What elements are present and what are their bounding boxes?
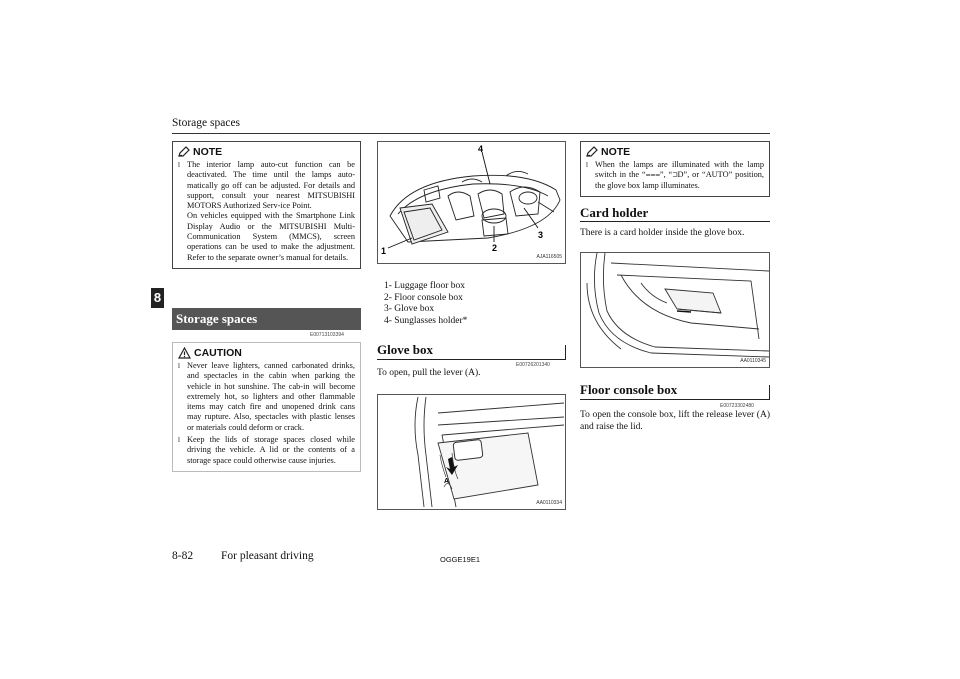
card-holder-text: There is a card holder inside the glove box. xyxy=(580,228,745,238)
note-text xyxy=(187,160,355,263)
card-holder-figure xyxy=(580,252,770,368)
note-box-left xyxy=(172,141,361,269)
note-box-right xyxy=(580,141,770,197)
note-text: When the lamps are illuminated with the lamp switch in the “⩶”, “⊐D”, or “AUTO” position, the glove box lamp illuminates. xyxy=(595,160,764,190)
header-rule xyxy=(172,133,770,134)
caution-label: CAUTION xyxy=(194,346,242,359)
footer-document-code: OGGE19E1 xyxy=(440,555,481,564)
card-holder-illustration xyxy=(581,253,769,367)
note-pencil-icon xyxy=(586,146,598,157)
callout-2: 2 xyxy=(492,243,498,253)
note-paragraph-2: On vehicles equipped with the Smartphone Link Display Audio or the MITSUBISHI Multi-Communication System (MMCS), screen operations can be used to make the adjustment. Refer to the separate owner’s manual for details. xyxy=(187,211,355,262)
figure-code: AA0110345 xyxy=(740,358,766,364)
footer-page-number: 8-82 xyxy=(172,550,194,562)
list-item: 3- Glove box xyxy=(384,304,435,314)
note-pencil-icon xyxy=(178,146,190,157)
callout-3: 3 xyxy=(538,230,544,240)
caution-text-1: Never leave lighters, canned carbonated drinks, and spectacles in the cabin when parking the vehicle in hot sunshine. The cab-in will become extremely hot, so lighters and other flammable items may catch fire and unopened drink cans may rupture. Also, spectacles with plastic lenses or materials could deform or crack. xyxy=(187,361,355,432)
storage-item-list xyxy=(384,281,467,327)
vehicle-interior-illustration xyxy=(378,142,565,263)
glove-box-heading: Glove box xyxy=(377,342,433,357)
callout-4: 4 xyxy=(478,144,484,154)
section-code: E00713103394 xyxy=(310,332,344,338)
vehicle-storage-figure xyxy=(377,141,566,264)
section-title-band: Storage spaces xyxy=(172,308,361,330)
list-item: 1- Luggage floor box xyxy=(384,281,465,291)
note-label: NOTE xyxy=(193,145,223,158)
figure-code: AA0110334 xyxy=(536,500,562,506)
heading-tick xyxy=(769,385,770,399)
caution-box xyxy=(172,342,361,472)
glove-box-figure xyxy=(377,394,566,510)
bullet-mark: l xyxy=(178,161,180,169)
note-label: NOTE xyxy=(601,145,631,158)
warning-triangle-icon xyxy=(178,347,191,359)
caution-bullet-2 xyxy=(178,435,355,466)
note-bullet xyxy=(178,160,355,263)
floor-console-code: E00723302480 xyxy=(720,403,754,409)
bullet-mark: l xyxy=(586,161,588,169)
heading-rule xyxy=(580,221,770,222)
callout-1: 1 xyxy=(381,246,387,256)
callout-a: A xyxy=(444,478,450,485)
heading-rule xyxy=(580,399,770,400)
footer-section-title: For pleasant driving xyxy=(221,550,314,562)
list-item: 4- Sunglasses holder* xyxy=(384,315,468,326)
bullet-mark: l xyxy=(178,362,180,370)
note-paragraph-1: The interior lamp auto-cut function can be deactivated. The time until the lamps auto-matically go off can be adjusted. For details and support, consult your nearest MITSUBISHI MOTORS Authorized Serv-ice Point. xyxy=(187,160,355,211)
note-bullet xyxy=(586,160,764,191)
floor-console-text: To open the console box, lift the release lever (A) and raise the lid. xyxy=(580,410,770,432)
floor-console-heading: Floor console box xyxy=(580,382,678,397)
bullet-mark: l xyxy=(178,436,180,445)
caution-header xyxy=(178,346,355,359)
caution-text-2: Keep the lids of storage spaces closed while driving the vehicle. A lid or the contents of a storage space could otherwise cause injuries. xyxy=(187,435,355,465)
glove-box-code: E00726201340 xyxy=(516,362,550,368)
heading-tick xyxy=(565,345,566,359)
glove-box-text: To open, pull the lever (A). xyxy=(377,368,481,378)
card-holder-heading: Card holder xyxy=(580,205,649,220)
heading-rule xyxy=(377,359,566,360)
note-header xyxy=(178,145,355,158)
chapter-tab: 8 xyxy=(151,288,164,308)
glove-box-illustration xyxy=(378,395,565,509)
note-header xyxy=(586,145,764,158)
running-header-title: Storage spaces xyxy=(172,117,241,129)
caution-bullet-1 xyxy=(178,361,355,433)
figure-code: AJA116505 xyxy=(536,254,562,260)
list-item: 2- Floor console box xyxy=(384,292,463,303)
